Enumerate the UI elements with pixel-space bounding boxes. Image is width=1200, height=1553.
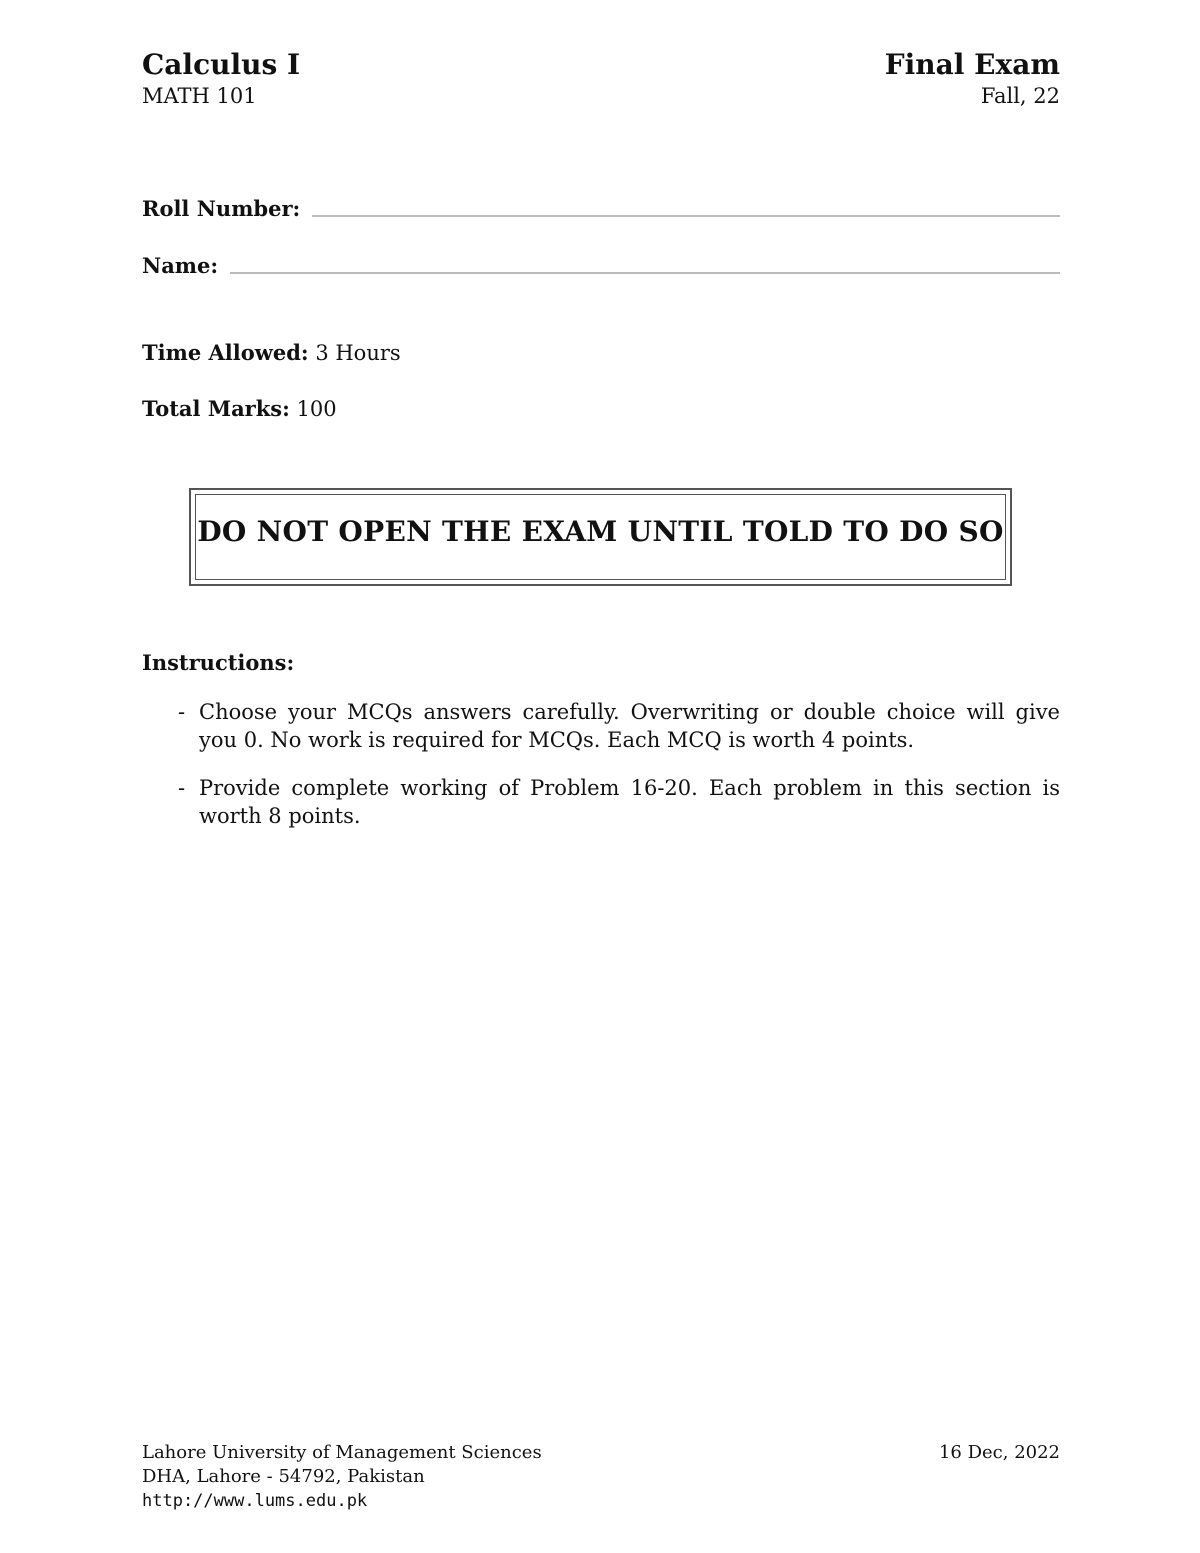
institution-address: DHA, Lahore - 54792, Pakistan [142, 1466, 425, 1487]
total-marks [142, 396, 337, 421]
exam-term: Fall, 22 [980, 84, 1060, 108]
name-blank-line[interactable] [230, 272, 1060, 274]
roll-number-blank-line[interactable] [312, 215, 1060, 217]
instructions-heading: Instructions: [142, 650, 295, 675]
instruction-item [178, 774, 1060, 830]
institution-name: Lahore University of Management Sciences [142, 1442, 542, 1463]
course-header [142, 48, 300, 110]
course-code: MATH 101 [142, 84, 257, 108]
total-marks-value: 100 [296, 397, 337, 421]
exam-date: 16 Dec, 2022 [938, 1442, 1060, 1463]
total-marks-label: Total Marks: [142, 396, 290, 421]
instruction-text: Choose your MCQs answers carefully. Overwriting or double choice will give you 0. No work is required for MCQs. Each MCQ is worth 4 points. [199, 700, 1060, 752]
notice-inner-border [195, 494, 1006, 580]
institution-url[interactable]: http://www.lums.edu.pk [142, 1491, 368, 1511]
bullet-dash: - [178, 776, 186, 800]
time-allowed [142, 340, 401, 365]
name-field [142, 253, 1060, 278]
exam-header [885, 48, 1060, 110]
instruction-item [178, 698, 1060, 754]
instructions-list [178, 698, 1060, 850]
instruction-text: Provide complete working of Problem 16-20. Each problem in this section is worth 8 points. [199, 776, 1060, 828]
roll-number-field [142, 196, 1060, 221]
notice-text: DO NOT OPEN THE EXAM UNTIL TOLD TO DO SO [197, 514, 1004, 548]
footer-address-block [142, 1441, 542, 1513]
notice-box [189, 488, 1012, 586]
bullet-dash: - [178, 700, 186, 724]
name-label: Name: [142, 253, 219, 278]
exam-title: Final Exam [884, 48, 1060, 81]
roll-number-label: Roll Number: [142, 196, 301, 221]
course-title: Calculus I [142, 48, 301, 81]
time-allowed-value: 3 Hours [315, 341, 401, 365]
time-allowed-label: Time Allowed: [142, 340, 309, 365]
